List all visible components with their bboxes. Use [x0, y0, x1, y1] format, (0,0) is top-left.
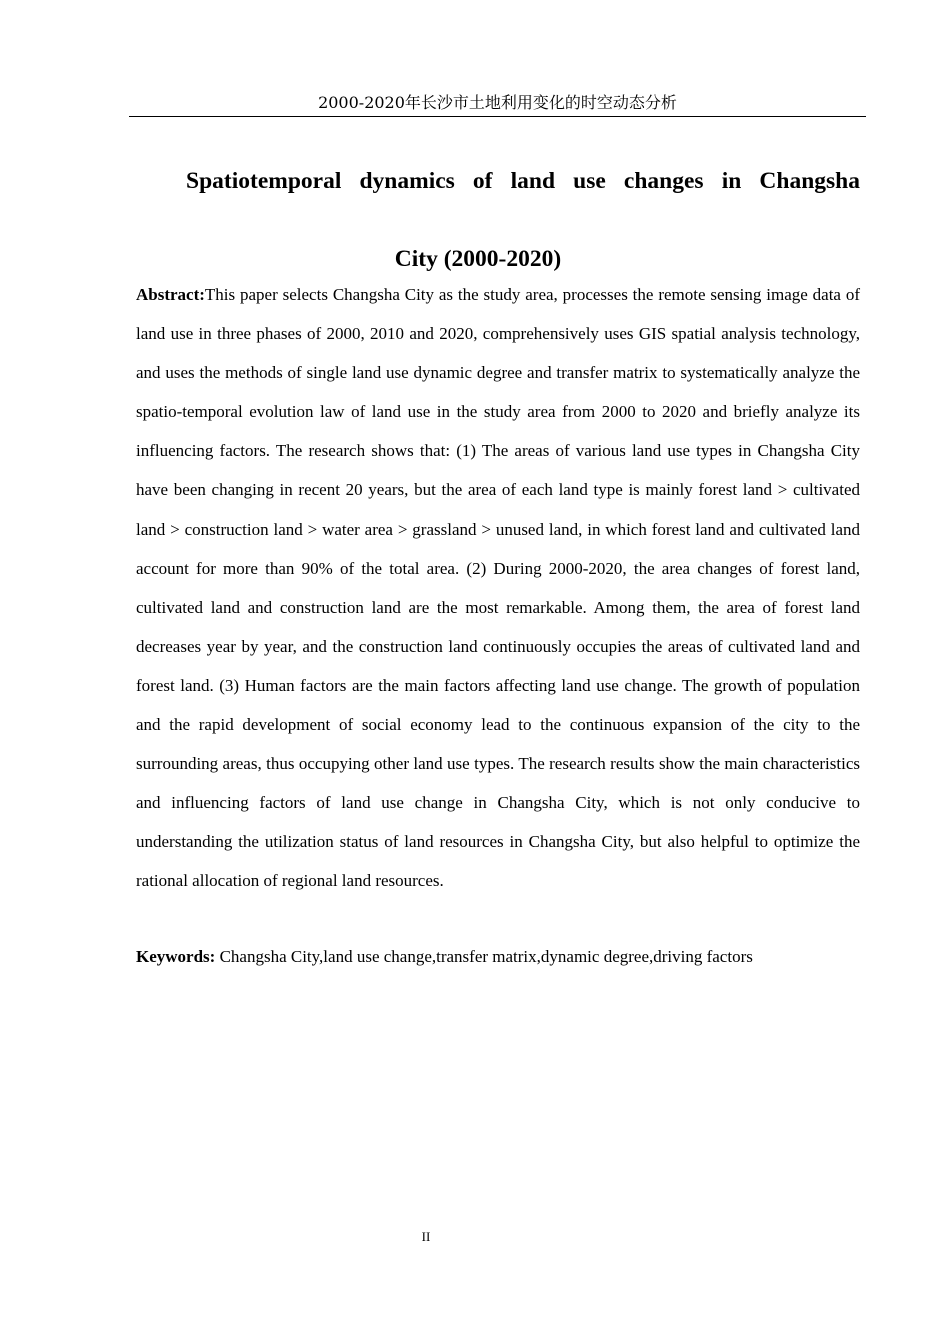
abstract-text: This paper selects Changsha City as the study area, processes the remote sensing image data of land use in three phases of 2000, 2010 and 2020, comprehensively uses GIS spatial analysis technology, and uses the methods of single land use dynamic degree and transfer matrix to systematically analyze the spatio-temporal evolution law of land use in the study area from 2000 to 2020 and briefly analyze its influencing factors. The research shows that: (1) The areas of various land use types in Changsha City have been changing in recent 20 years, but the area of each land type is mainly forest land > cultivated land > construction land > water area > grassland > unused land, in which forest land and cultivated land account for more than 90% of the total area. (2) During 2000-2020, the area changes of forest land, cultivated land and construction land are the most remarkable. Among them, the area of forest land decreases year by year, and the construction land continuously occupies the areas of cultivated land and forest land. (3) Human factors are the main factors affecting land use change. The growth of population and the rapid development of social economy lead to the continuous expansion of the city to the surrounding areas, thus occupying other land use types. The research results show the main characteristics and influencing factors of land use change in Changsha City, which is not only conducive to understanding the utilization status of land resources in Changsha City, but also helpful to optimize the rational allocation of regional land resources. — [136, 285, 860, 891]
page-number: II — [421, 1229, 431, 1244]
running-header: 2000-2020年长沙市土地利用变化的时空动态分析 — [129, 92, 866, 117]
keywords-label: Keywords: — [136, 947, 216, 966]
paper-title-line-2: City (2000-2020) — [394, 246, 562, 272]
abstract-label: Abstract: — [136, 285, 205, 304]
abstract-paragraph — [136, 275, 860, 901]
paper-title-line-1: Spatiotemporal dynamics of land use changes in Changsha — [186, 168, 860, 194]
keywords-text: Changsha City,land use change,transfer matrix,dynamic degree,driving factors — [219, 947, 753, 966]
keywords-line — [136, 943, 860, 971]
